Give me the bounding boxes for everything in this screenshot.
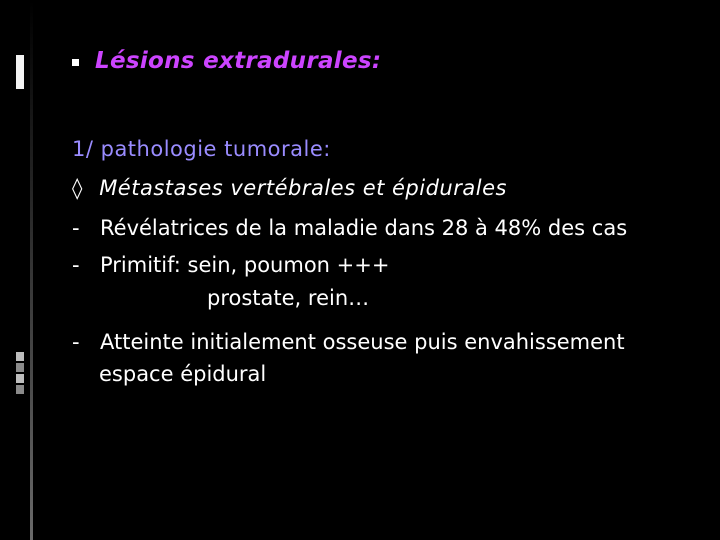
list-item-text: Révélatrices de la maladie dans 28 à 48% des cas (100, 216, 628, 240)
deco-bar (16, 363, 24, 372)
square-bullet-icon (72, 59, 79, 66)
list-item-continuation: prostate, rein… (207, 286, 370, 310)
deco-bars-middle (16, 352, 24, 396)
diamond-item (72, 176, 507, 200)
list-item-text: Primitif: sein, poumon +++ (100, 253, 390, 277)
deco-bars-top (16, 55, 24, 92)
side-gradient-strip (30, 0, 33, 540)
deco-bar (16, 374, 24, 383)
subheading: 1/ pathologie tumorale: (72, 137, 331, 161)
dash-bullet-icon: - (72, 216, 80, 240)
list-item (72, 330, 625, 354)
slide-title: Lésions extradurales: (95, 48, 382, 74)
list-item-continuation: espace épidural (99, 362, 267, 386)
title-row (72, 48, 381, 74)
diamond-item-text: Métastases vertébrales et épidurales (99, 176, 507, 200)
deco-bar (16, 385, 24, 394)
diamond-bullet-icon: ◊ (72, 176, 83, 200)
deco-bar (16, 352, 24, 361)
dash-bullet-icon: - (72, 330, 80, 354)
dash-bullet-icon: - (72, 253, 80, 277)
list-item (72, 253, 389, 277)
list-item (72, 216, 627, 240)
list-item-text: Atteinte initialement osseuse puis envahissement (100, 330, 625, 354)
deco-bar (16, 55, 24, 89)
